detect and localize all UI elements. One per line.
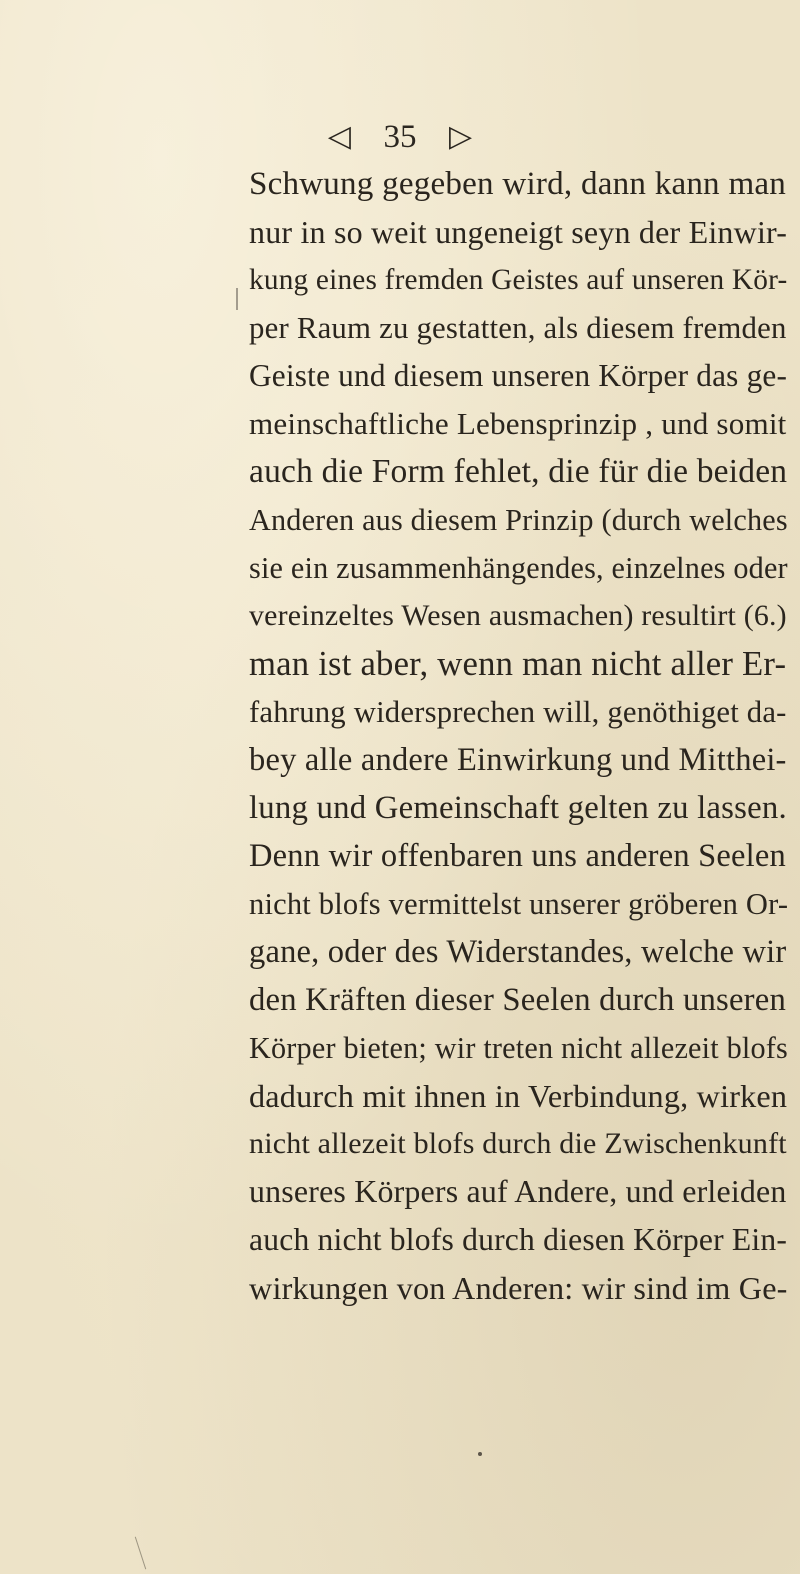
text-line: lung und Gemeinschaft gelten zu lassen.: [249, 790, 787, 826]
text-line: fahrung widersprechen will, genöthiget da-: [249, 695, 787, 729]
paper-scratch: [135, 1537, 146, 1570]
text-line: nur in so weit ungeneigt seyn der Einwir-: [249, 214, 788, 250]
text-line: vereinzeltes Wesen ausmachen) resultirt (6.): [249, 599, 787, 632]
text-line: Geiste und diesem unseren Körper das ge-: [249, 358, 788, 393]
body-text: [249, 160, 789, 1312]
text-line: per Raum zu gestatten, als diesem fremden: [249, 311, 787, 345]
text-line: bey alle andere Einwirkung und Mitthei-: [249, 742, 787, 778]
text-line: Schwung gegeben wird, dann kann man: [249, 166, 786, 202]
text-line: unseres Körpers auf Andere, und erleiden: [249, 1174, 787, 1209]
text-line: Anderen aus diesem Prinzip (durch welches: [249, 503, 788, 537]
text-line: meinschaftliche Lebensprinzip , und somit: [249, 406, 787, 441]
page-header: [0, 115, 800, 157]
text-line: sie ein zusammenhängendes, einzelnes oder: [249, 551, 788, 585]
text-line: Denn wir offenbaren uns anderen Seelen: [249, 838, 786, 874]
ink-dot: [478, 1452, 482, 1456]
page-number: 35: [383, 119, 417, 155]
left-ornament-icon: ◁: [327, 119, 351, 154]
text-line: man ist aber, wenn man nicht aller Er-: [249, 644, 787, 683]
text-line: auch nicht blofs durch diesen Körper Ein-: [249, 1222, 788, 1257]
margin-mark: [236, 288, 238, 310]
text-line: wirkungen von Anderen: wir sind im Ge-: [249, 1270, 788, 1306]
text-line: gane, oder des Widerstandes, welche wir: [249, 934, 787, 970]
text-line: nicht blofs vermittelst unserer gröberen Or-: [249, 887, 789, 921]
text-line: dadurch mit ihnen in Verbindung, wirken: [249, 1078, 788, 1114]
text-line: auch die Form fehlet, die für die beiden: [249, 453, 788, 490]
text-line: den Kräften dieser Seelen durch unseren: [249, 982, 786, 1018]
text-line: Körper bieten; wir treten nicht allezeit blofs: [249, 1031, 788, 1065]
text-line: nicht allezeit blofs durch die Zwischenkunft: [249, 1127, 787, 1160]
right-ornament-icon: ▷: [449, 119, 473, 154]
text-line: kung eines fremden Geistes auf unseren Kör-: [249, 264, 788, 296]
